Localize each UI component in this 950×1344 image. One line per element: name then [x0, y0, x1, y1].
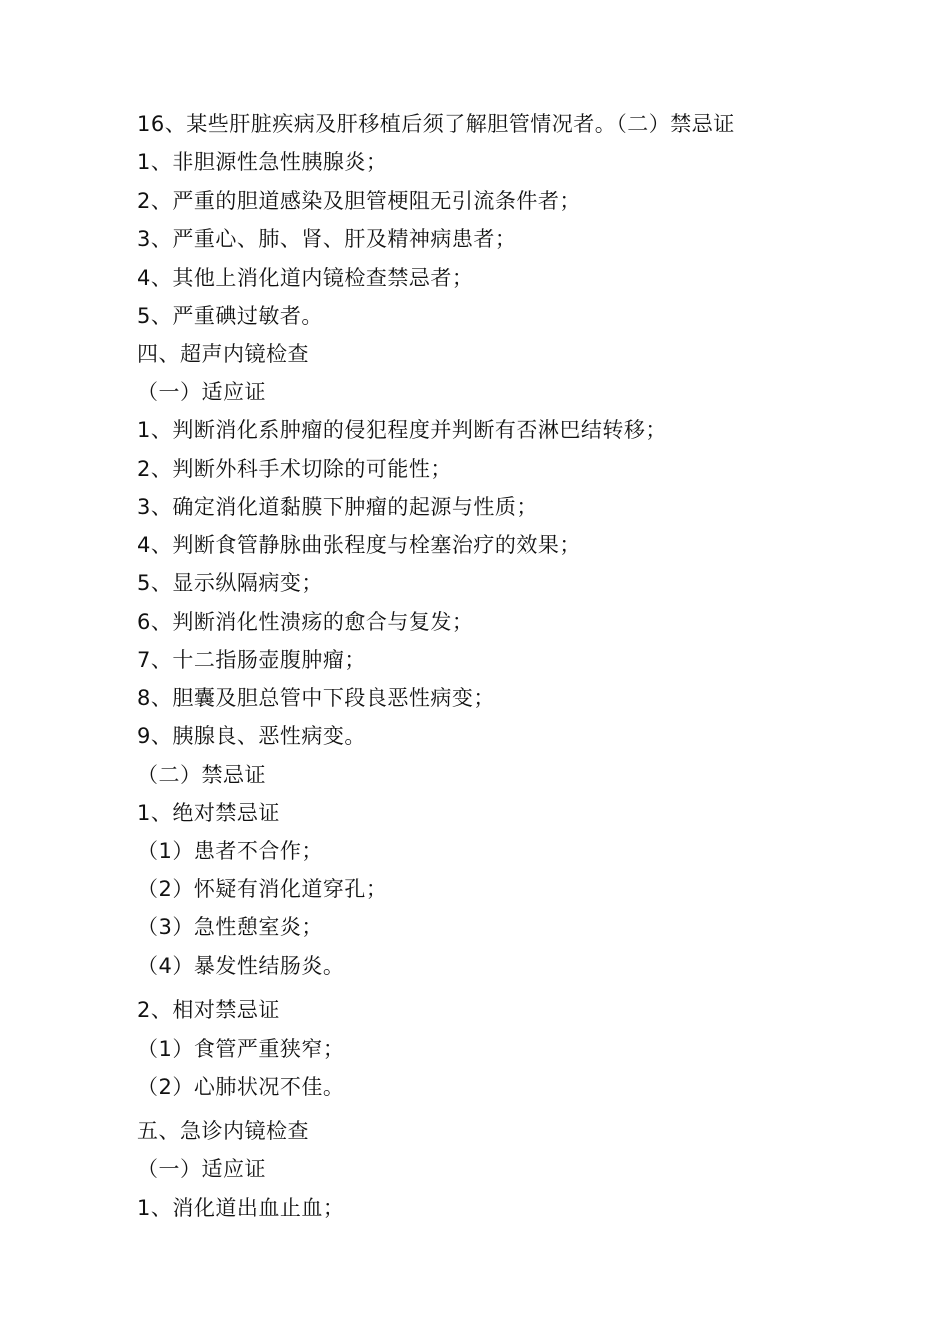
subsection-heading: （二）禁忌证	[137, 763, 266, 787]
text-line: 1、判断消化系肿瘤的侵犯程度并判断有否淋巴结转移；	[137, 418, 667, 442]
text-line: 2、判断外科手术切除的可能性；	[137, 457, 452, 481]
text-line: 4、判断食管静脉曲张程度与栓塞治疗的效果；	[137, 533, 581, 557]
text-line: 9、胰腺良、恶性病变。	[137, 724, 366, 748]
text-line: 4、其他上消化道内镜检查禁忌者；	[137, 266, 474, 290]
text-line: 5、严重碘过敏者。	[137, 304, 323, 328]
text-line: 3、严重心、肺、肾、肝及精神病患者；	[137, 227, 517, 251]
text-line: 1、绝对禁忌证	[137, 801, 280, 825]
text-line: 1、非胆源性急性胰腺炎；	[137, 150, 388, 174]
text-line: （1）食管严重狭窄；	[137, 1037, 345, 1061]
section-heading: 五、急诊内镜检查	[137, 1119, 309, 1143]
text-line: 1、消化道出血止血；	[137, 1196, 345, 1220]
text-line: （2）怀疑有消化道穿孔；	[137, 877, 388, 901]
text-line: 2、相对禁忌证	[137, 998, 280, 1022]
text-line: 2、严重的胆道感染及胆管梗阻无引流条件者；	[137, 189, 581, 213]
section-heading: 四、超声内镜检查	[137, 342, 309, 366]
text-line: 5、显示纵隔病变；	[137, 571, 323, 595]
text-line: （2）心肺状况不佳。	[137, 1075, 345, 1099]
subsection-heading: （一）适应证	[137, 380, 266, 404]
text-line: （3）急性憩室炎；	[137, 915, 323, 939]
subsection-heading: （一）适应证	[137, 1157, 266, 1181]
text-line: 3、确定消化道黏膜下肿瘤的起源与性质；	[137, 495, 538, 519]
text-line: 8、胆囊及胆总管中下段良恶性病变；	[137, 686, 495, 710]
text-line: 16、某些肝脏疾病及肝移植后须了解胆管情况者。（二）禁忌证	[137, 112, 735, 136]
text-line: 7、十二指肠壶腹肿瘤；	[137, 648, 366, 672]
text-line: （1）患者不合作；	[137, 839, 323, 863]
text-line: 6、判断消化性溃疡的愈合与复发；	[137, 610, 474, 634]
text-line: （4）暴发性结肠炎。	[137, 954, 345, 978]
